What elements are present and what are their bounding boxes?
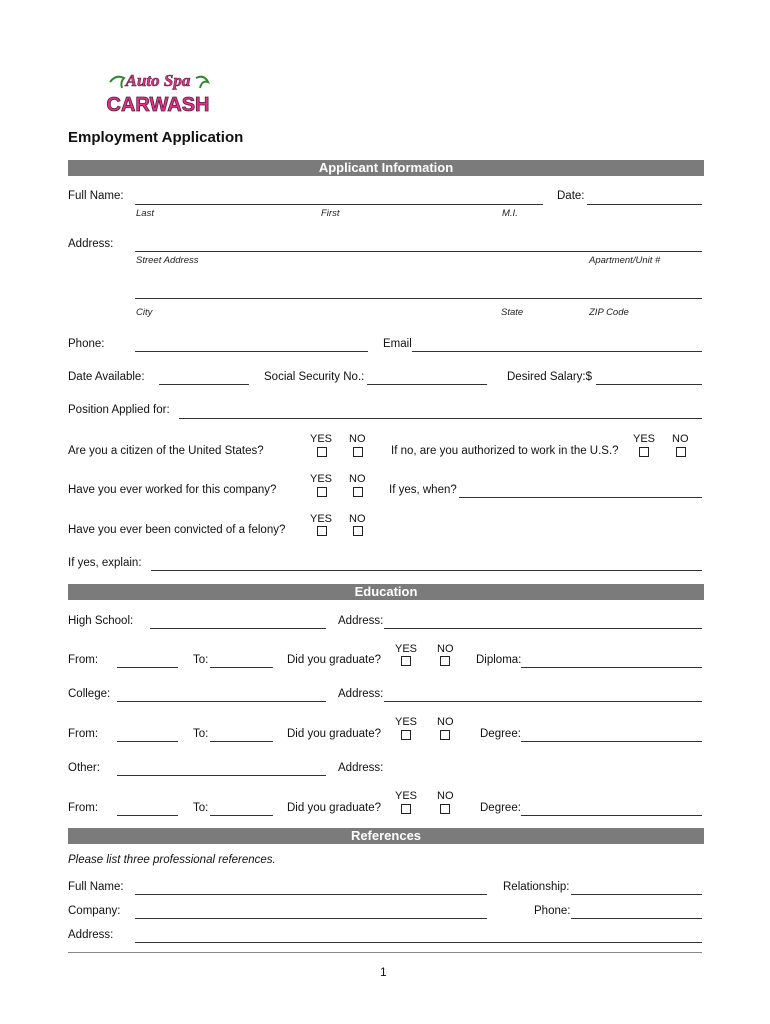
- felony-yes-checkbox[interactable]: [317, 526, 327, 536]
- hs-yes-label: YES: [395, 643, 418, 655]
- position-field[interactable]: [179, 418, 702, 419]
- high-school-address-label: Address:: [338, 615, 384, 627]
- high-school-field[interactable]: [150, 628, 326, 629]
- college-yes-label: YES: [395, 716, 418, 728]
- other-yes-label: YES: [395, 790, 418, 802]
- authorized-no-label: NO: [672, 433, 689, 445]
- other-label: Other:: [68, 762, 100, 774]
- desired-salary-field[interactable]: [596, 384, 702, 385]
- palm-leaf-right-icon: [196, 77, 208, 88]
- other-to-field[interactable]: [210, 815, 273, 816]
- reference-relationship-label: Relationship:: [503, 881, 570, 893]
- other-field[interactable]: [117, 775, 326, 776]
- citizen-question: Are you a citizen of the United States?: [68, 445, 264, 457]
- college-no-label: NO: [437, 716, 454, 728]
- reference-address-field[interactable]: [135, 942, 702, 943]
- other-graduate-label: Did you graduate?: [287, 802, 381, 814]
- section-header-references: References: [68, 828, 704, 844]
- sub-label-street: Street Address: [136, 255, 199, 266]
- explain-label: If yes, explain:: [68, 557, 142, 569]
- section-header-applicant: Applicant Information: [68, 160, 704, 176]
- authorized-yes-checkbox[interactable]: [639, 447, 649, 457]
- college-no-checkbox[interactable]: [440, 730, 450, 740]
- college-field[interactable]: [117, 701, 326, 702]
- other-from-label: From:: [68, 802, 99, 814]
- reference-company-field[interactable]: [135, 918, 487, 919]
- position-label: Position Applied for:: [68, 404, 170, 416]
- company-logo: [106, 68, 210, 118]
- logo-text-line2: CARWASH: [106, 94, 210, 116]
- date-label: Date:: [557, 190, 585, 202]
- hs-to-label: To:: [193, 654, 209, 666]
- sub-label-city: City: [136, 307, 153, 318]
- date-available-label: Date Available:: [68, 371, 145, 383]
- hs-graduate-label: Did you graduate?: [287, 654, 381, 666]
- explain-field[interactable]: [151, 570, 702, 571]
- logo-text-line1: Auto Spa: [125, 71, 191, 90]
- college-yes-checkbox[interactable]: [401, 730, 411, 740]
- city-state-zip-field[interactable]: [135, 298, 702, 299]
- desired-salary-label: Desired Salary:$: [507, 371, 593, 383]
- other-no-checkbox[interactable]: [440, 804, 450, 814]
- authorized-question: If no, are you authorized to work in the U.S.?: [391, 445, 619, 457]
- date-field[interactable]: [587, 204, 702, 205]
- sub-label-mi: M.I.: [502, 208, 518, 219]
- felony-no-label: NO: [349, 513, 366, 525]
- reference-full-name-label: Full Name:: [68, 881, 124, 893]
- college-label: College:: [68, 688, 111, 700]
- references-instruction: Please list three professional references.: [68, 854, 276, 866]
- other-no-label: NO: [437, 790, 454, 802]
- reference-company-label: Company:: [68, 905, 121, 917]
- felony-no-checkbox[interactable]: [353, 526, 363, 536]
- worked-when-label: If yes, when?: [389, 484, 457, 496]
- citizen-yes-label: YES: [310, 433, 333, 445]
- sub-label-first: First: [321, 208, 340, 219]
- sub-label-last: Last: [136, 208, 154, 219]
- worked-no-label: NO: [349, 473, 366, 485]
- section-header-education: Education: [68, 584, 704, 600]
- other-degree-label: Degree:: [480, 802, 521, 814]
- citizen-no-label: NO: [349, 433, 366, 445]
- hs-to-field[interactable]: [210, 667, 273, 668]
- other-yes-checkbox[interactable]: [401, 804, 411, 814]
- reference-address-label: Address:: [68, 929, 114, 941]
- ssn-field[interactable]: [367, 384, 487, 385]
- address-label: Address:: [68, 238, 114, 250]
- phone-label: Phone:: [68, 338, 105, 350]
- hs-yes-checkbox[interactable]: [401, 656, 411, 666]
- sub-label-state: State: [501, 307, 524, 318]
- cut-off-divider: [68, 952, 702, 953]
- street-address-field[interactable]: [135, 251, 702, 252]
- college-graduate-label: Did you graduate?: [287, 728, 381, 740]
- other-address-label: Address:: [338, 762, 384, 774]
- authorized-no-checkbox[interactable]: [676, 447, 686, 457]
- worked-yes-checkbox[interactable]: [317, 487, 327, 497]
- college-to-field[interactable]: [210, 741, 273, 742]
- other-to-label: To:: [193, 802, 209, 814]
- high-school-label: High School:: [68, 615, 134, 627]
- felony-question: Have you ever been convicted of a felony?: [68, 524, 286, 536]
- diploma-label: Diploma:: [476, 654, 522, 666]
- sub-label-apartment: Apartment/Unit #: [589, 255, 661, 266]
- felony-yes-label: YES: [310, 513, 333, 525]
- citizen-no-checkbox[interactable]: [353, 447, 363, 457]
- college-degree-field[interactable]: [521, 741, 702, 742]
- authorized-yes-label: YES: [633, 433, 656, 445]
- reference-full-name-field[interactable]: [135, 894, 487, 895]
- ssn-label: Social Security No.:: [264, 371, 365, 383]
- hs-from-field[interactable]: [117, 667, 178, 668]
- worked-yes-label: YES: [310, 473, 333, 485]
- college-from-field[interactable]: [117, 741, 178, 742]
- page-number: 1: [380, 965, 387, 979]
- palm-leaf-left-icon: [110, 77, 124, 88]
- sub-label-zip: ZIP Code: [589, 307, 629, 318]
- college-degree-label: Degree:: [480, 728, 521, 740]
- citizen-yes-checkbox[interactable]: [317, 447, 327, 457]
- college-to-label: To:: [193, 728, 209, 740]
- other-degree-field[interactable]: [521, 815, 702, 816]
- college-from-label: From:: [68, 728, 99, 740]
- worked-when-field[interactable]: [459, 497, 702, 498]
- reference-phone-field[interactable]: [571, 918, 702, 919]
- hs-from-label: From:: [68, 654, 99, 666]
- date-available-field[interactable]: [159, 384, 249, 385]
- worked-question: Have you ever worked for this company?: [68, 484, 277, 496]
- worked-no-checkbox[interactable]: [353, 487, 363, 497]
- full-name-label: Full Name:: [68, 190, 124, 202]
- college-address-field[interactable]: [384, 701, 702, 702]
- email-field[interactable]: [412, 351, 702, 352]
- form-title: Employment Application: [68, 129, 244, 146]
- reference-relationship-field[interactable]: [571, 894, 702, 895]
- email-label: Email: [383, 338, 412, 350]
- reference-phone-label: Phone:: [534, 905, 571, 917]
- full-name-field[interactable]: [135, 204, 543, 205]
- hs-no-checkbox[interactable]: [440, 656, 450, 666]
- hs-no-label: NO: [437, 643, 454, 655]
- other-from-field[interactable]: [117, 815, 178, 816]
- phone-field[interactable]: [135, 351, 368, 352]
- diploma-field[interactable]: [521, 667, 702, 668]
- high-school-address-field[interactable]: [384, 628, 702, 629]
- college-address-label: Address:: [338, 688, 384, 700]
